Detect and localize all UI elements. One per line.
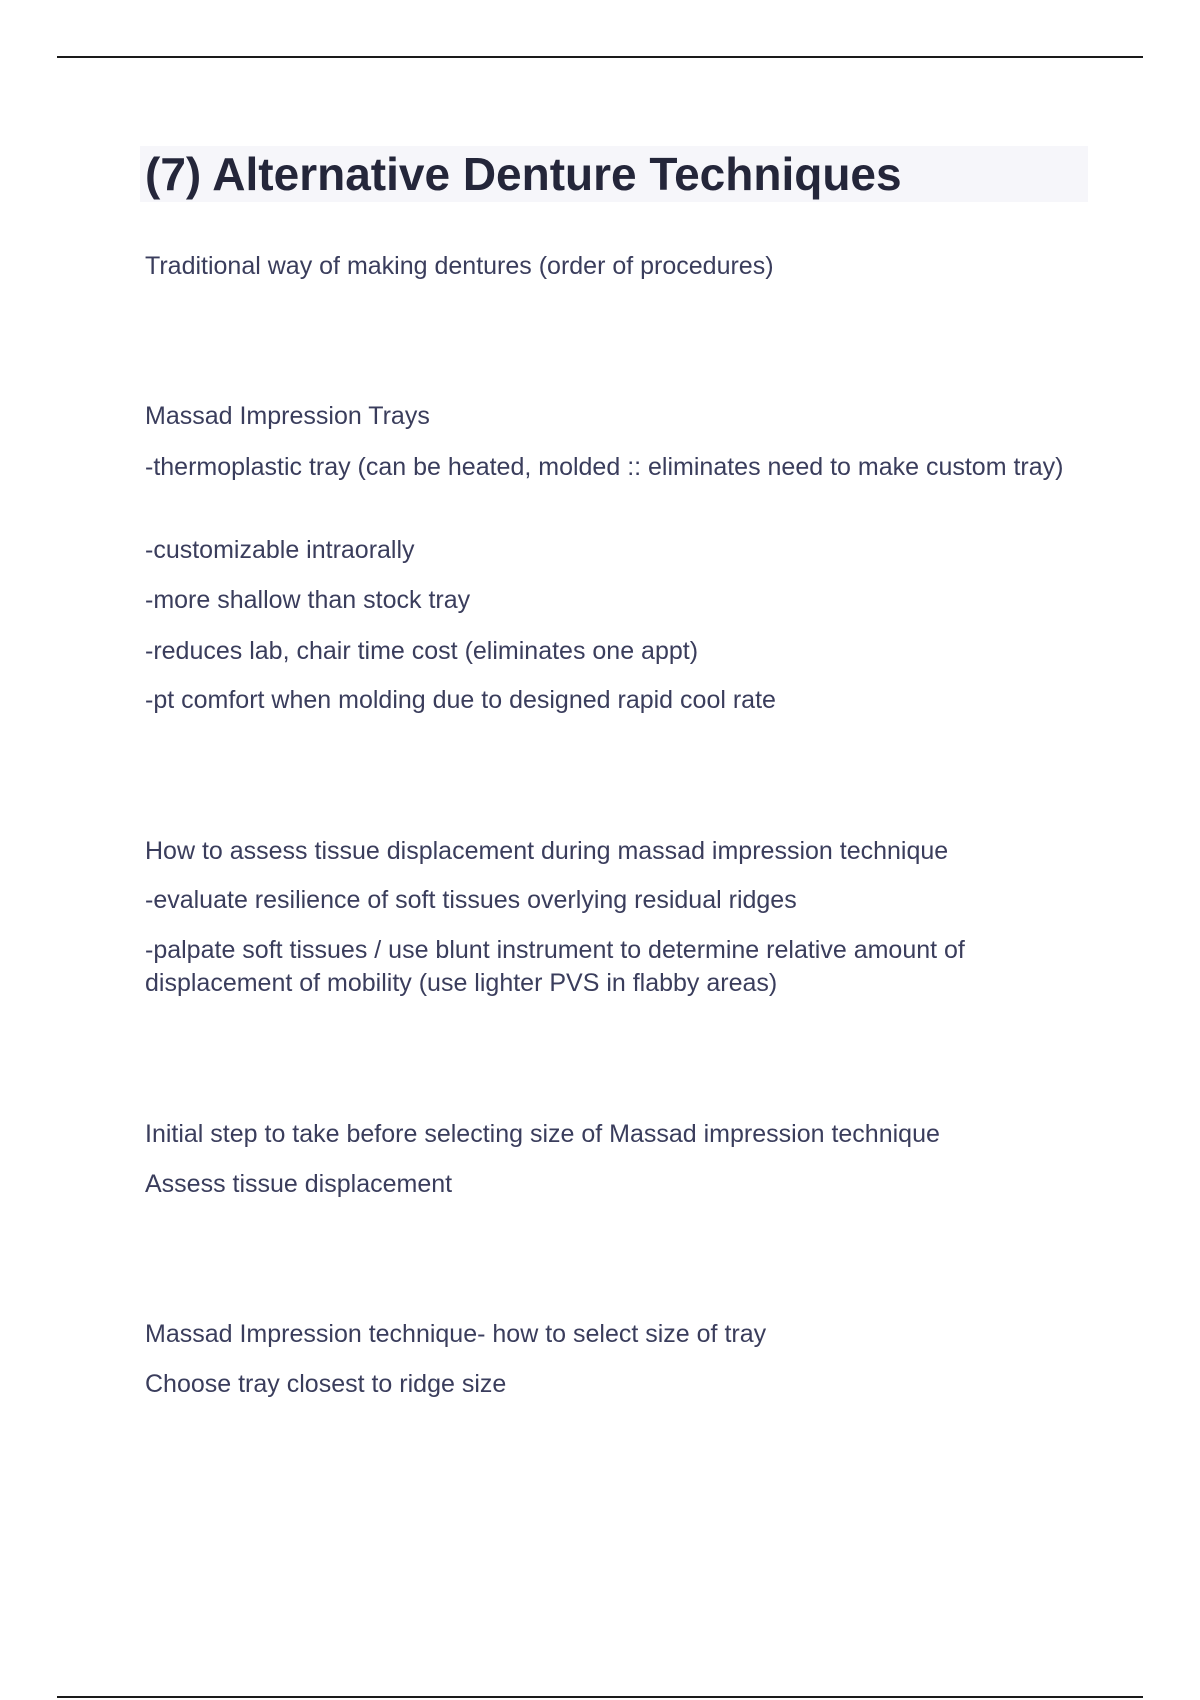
list-item: -evaluate resilience of soft tissues overlying residual ridges bbox=[145, 886, 797, 914]
list-item: Assess tissue displacement bbox=[145, 1170, 453, 1198]
bottom-rule bbox=[57, 1696, 1143, 1698]
list-item: -customizable intraorally bbox=[145, 536, 415, 564]
list-item: -reduces lab, chair time cost (eliminates one appt) bbox=[145, 637, 699, 665]
section-heading-massad-trays: Massad Impression Trays bbox=[145, 402, 430, 430]
top-rule bbox=[57, 56, 1143, 58]
list-item: -palpate soft tissues / use blunt instrument to determine relative amount of displacement of mobility (use lighter PVS in flabby areas) bbox=[145, 936, 965, 997]
section-heading-select-size: Massad Impression technique- how to select size of tray bbox=[145, 1320, 767, 1348]
section-heading-traditional: Traditional way of making dentures (order of procedures) bbox=[145, 252, 774, 280]
section-heading-initial-step: Initial step to take before selecting size of Massad impression technique bbox=[145, 1120, 940, 1148]
list-item: -thermoplastic tray (can be heated, molded :: eliminates need to make custom tray) bbox=[145, 453, 1064, 481]
list-item: -pt comfort when molding due to designed rapid cool rate bbox=[145, 686, 776, 714]
list-item: Choose tray closest to ridge size bbox=[145, 1370, 507, 1398]
section-heading-tissue-displacement: How to assess tissue displacement during massad impression technique bbox=[145, 837, 949, 865]
list-item: -more shallow than stock tray bbox=[145, 586, 471, 614]
page-title: (7) Alternative Denture Techniques bbox=[145, 148, 902, 200]
